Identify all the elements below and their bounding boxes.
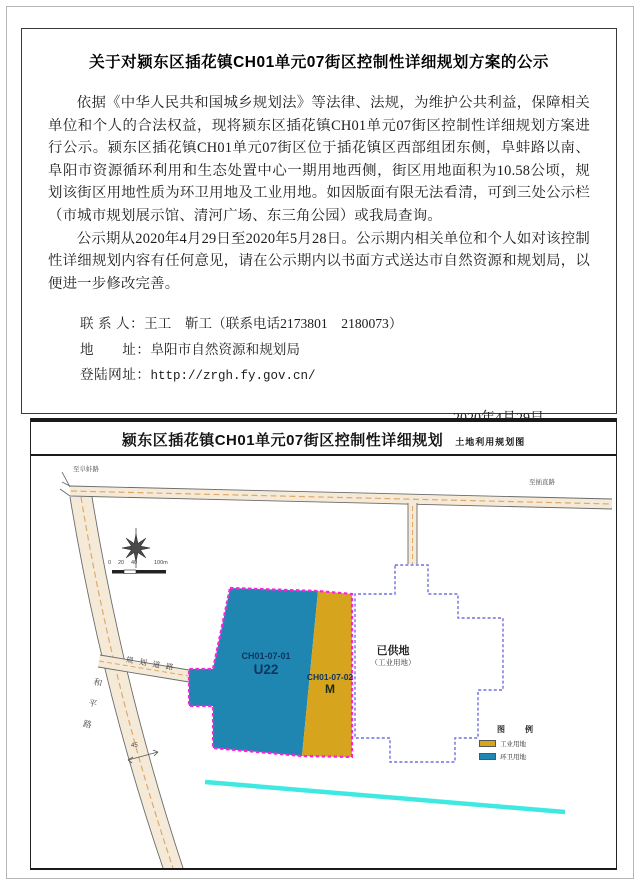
contact-person-value: 王工 靳工（联系电话2173801 2180073）: [144, 316, 403, 332]
road-label-to-chazhi: 至插直路: [529, 479, 555, 486]
parcel-m-usecode: M: [325, 682, 335, 696]
contact-block: [80, 311, 616, 390]
river-line: [205, 782, 565, 812]
sanitation-label: 环卫用地: [500, 754, 526, 761]
contact-website-label: 登陆网址：: [80, 367, 151, 383]
plan-map-section: [30, 418, 617, 870]
contact-address-label: 地 址：: [80, 341, 151, 357]
land-use-map: [31, 456, 616, 868]
parcel-supplied-sublabel: （工业用地）: [370, 658, 416, 667]
notice-body: [48, 92, 590, 295]
notice-document: [21, 28, 617, 414]
compass-icon: [122, 534, 150, 562]
label-leader-line: [62, 472, 70, 487]
contact-person-row: [80, 311, 616, 337]
contact-website-row: [80, 362, 616, 390]
scale-tick-40: 40: [131, 560, 138, 566]
scale-tick-100m: 100m: [154, 560, 168, 566]
notice-paragraph: 公示期从2020年4月29日至2020年5月28日。公示期内相关单位和个人如对该控制性详细规划内容有任何意见，请在公示期内以书面方式送达市自然资源和规划局，以便进一步修改完善。: [48, 230, 590, 292]
scale-bar-seg3: [136, 570, 166, 574]
parcel-supplied-label: 已供地: [376, 645, 410, 657]
map-title: 颍东区插花镇CH01单元07街区控制性详细规划: [121, 432, 444, 449]
contact-address-value: 阜阳市自然资源和规划局: [150, 341, 300, 357]
scale-tick-0: 0: [108, 560, 112, 566]
website-link[interactable]: http://zrgh.fy.gov.cn/: [150, 369, 316, 384]
legend-title: 图 例: [497, 725, 539, 734]
industrial-swatch: [479, 740, 496, 747]
industrial-label: 工业用地: [500, 741, 526, 748]
map-legend: [467, 724, 563, 761]
parcel-u22-usecode: U22: [253, 662, 279, 677]
road-label-to-fubang: 至阜蚌路: [73, 466, 99, 473]
scale-bar-seg1: [112, 570, 124, 574]
contact-person-label: 联 系 人：: [80, 316, 145, 332]
scale-bar-seg2: [124, 570, 136, 574]
notice-paragraph: 依据《中华人民共和国城乡规划法》等法律、法规，为维护公共利益，保障相关单位和个人的合法权益，现将颍东区插花镇CH01单元07街区控制性详细规划方案进行公示。颍东区插花镇CH01单元07街区位于插花镇区西部组团东侧，阜蚌路以南、阜阳市资源循环利用和生态处置中心一期用地西侧，街区用地面积为10.58公顷，规划该街区用地性质为环卫用地及工业用地。如因版面有限无法看清，可到三处公示栏（市城市规划展示馆、清河广场、东三角公园）或我局查询。: [48, 95, 590, 224]
map-drawing: [31, 456, 615, 868]
road-width-dimension: 45: [131, 743, 138, 749]
planned-road-label: 规划道路: [125, 654, 181, 673]
legend-item-industrial: [467, 739, 563, 748]
parcel-u22-code: CH01-07-01: [241, 651, 291, 661]
parcel-m-code: CH01-07-02: [306, 672, 354, 682]
notice-title: 关于对颍东区插花镇CH01单元07街区控制性详细规划方案的公示: [89, 54, 549, 71]
map-bottom-rule: [31, 868, 616, 870]
scale-tick-20: 20: [118, 560, 125, 566]
map-subtitle: 土地利用规划图: [455, 437, 526, 447]
map-header: [31, 422, 616, 454]
heping-road-label: 和平路: [78, 676, 104, 742]
contact-address-row: [80, 337, 616, 363]
heping-road-fill: [70, 497, 183, 868]
sanitation-swatch: [479, 753, 496, 760]
legend-item-sanitation: [467, 752, 563, 761]
